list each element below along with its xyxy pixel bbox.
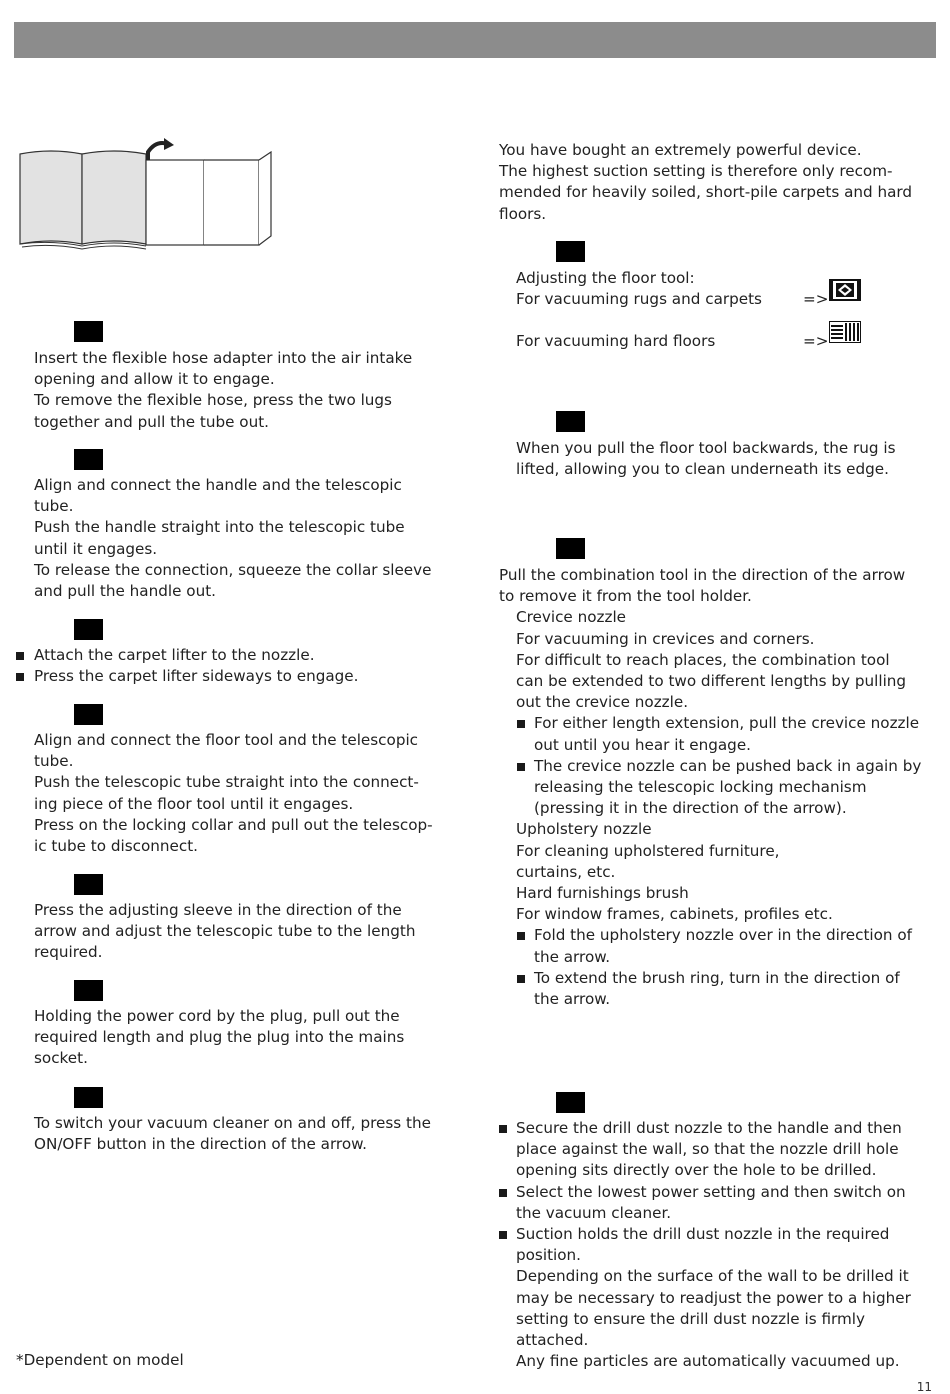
bullet-item: Press the carpet lifter sideways to engage. bbox=[34, 666, 454, 687]
text-line: may be necessary to readjust the power to a higher bbox=[516, 1288, 911, 1307]
bullet-item: Suction holds the drill dust nozzle in the required position. bbox=[499, 1224, 931, 1266]
text-line: lifted, allowing you to clean underneath its edge. bbox=[516, 460, 889, 479]
text-line: and pull the handle out. bbox=[34, 582, 216, 601]
bullet-square-icon bbox=[499, 1189, 507, 1197]
step-label-box bbox=[74, 619, 103, 640]
brush-heading: Hard furnishings brush bbox=[516, 884, 689, 903]
text-line: floors. bbox=[499, 204, 547, 223]
hard-floor-setting-icon bbox=[829, 321, 861, 343]
text-line: to remove it from the tool holder. bbox=[499, 587, 752, 606]
text-line: tube. bbox=[34, 497, 74, 516]
bullet-square-icon bbox=[499, 1231, 507, 1239]
text-line: When you pull the floor tool backwards, the rug is bbox=[516, 439, 896, 457]
step-label-box bbox=[556, 241, 585, 262]
section-telescopic bbox=[34, 900, 454, 964]
text-line: Push the telescopic tube straight into the connect- bbox=[34, 773, 419, 792]
text-line: For vacuuming in crevices and corners. bbox=[516, 629, 815, 648]
step-label-box bbox=[556, 1092, 585, 1113]
text-line: ON/OFF button in the direction of the arrow. bbox=[34, 1135, 367, 1154]
text-line: Align and connect the floor tool and the telescopic bbox=[34, 731, 419, 749]
bullet-square-icon bbox=[517, 763, 525, 771]
step-label-box bbox=[74, 704, 103, 725]
text-line: To remove the flexible hose, press the two lugs bbox=[34, 391, 392, 410]
text-line: socket. bbox=[34, 1049, 88, 1068]
text-line: Insert the flexible hose adapter into the air intake bbox=[34, 349, 413, 367]
text-line: setting to ensure the drill dust nozzle is firmly bbox=[516, 1309, 865, 1328]
foldout-page-illustration bbox=[16, 138, 278, 250]
footnote: *Dependent on model bbox=[16, 1351, 184, 1369]
floor-tool-heading: Adjusting the floor tool: bbox=[516, 269, 695, 287]
text-line: attached. bbox=[516, 1331, 589, 1350]
text-line: Depending on the surface of the wall to be drilled it bbox=[516, 1267, 909, 1286]
text-line: ing piece of the floor tool until it engages. bbox=[34, 794, 354, 813]
bullet-square-icon bbox=[16, 673, 24, 681]
text-line: To switch your vacuum cleaner on and off, press the bbox=[34, 1114, 431, 1132]
text-line: Push the handle straight into the telescopic tube bbox=[34, 518, 405, 537]
section-combination-tool bbox=[499, 565, 931, 1010]
text-line: Any fine particles are automatically vacuumed up. bbox=[516, 1352, 900, 1371]
section-floor-tool bbox=[34, 730, 454, 857]
step-label-box bbox=[556, 538, 585, 559]
carpet-setting-icon bbox=[829, 279, 861, 301]
arrow-text: => bbox=[803, 290, 829, 309]
hard-floor-setting-row bbox=[516, 331, 936, 352]
bullet-square-icon bbox=[499, 1125, 507, 1133]
text-line: To release the connection, squeeze the collar sleeve bbox=[34, 560, 432, 579]
bullet-square-icon bbox=[517, 975, 525, 983]
page-number: 11 bbox=[916, 1380, 932, 1394]
text-line: For window frames, cabinets, profiles etc. bbox=[516, 905, 833, 924]
text-line: Press the adjusting sleeve in the direction of the bbox=[34, 901, 402, 919]
section-on-off bbox=[34, 1113, 454, 1155]
hard-floor-setting-label: For vacuuming hard floors bbox=[516, 332, 716, 351]
carpet-setting-label: For vacuuming rugs and carpets bbox=[516, 290, 762, 309]
text-line: until it engages. bbox=[34, 539, 158, 558]
text-line: Press on the locking collar and pull out the telescop- bbox=[34, 815, 433, 834]
crevice-heading: Crevice nozzle bbox=[516, 608, 627, 627]
text-line: The highest suction setting is therefore only recom- bbox=[499, 162, 893, 181]
bullet-item: For either length extension, pull the crevice nozzle out until you hear it engage. bbox=[516, 713, 931, 755]
text-line: mended for heavily soiled, short-pile carpets and hard bbox=[499, 183, 913, 202]
text-line: out the crevice nozzle. bbox=[516, 693, 689, 712]
text-line: For difficult to reach places, the combination tool bbox=[516, 650, 890, 669]
text-line: Pull the combination tool in the direction of the arrow bbox=[499, 566, 906, 584]
text-line: required length and plug the plug into the mains bbox=[34, 1028, 405, 1047]
text-line: tube. bbox=[34, 752, 74, 771]
arrow-text: => bbox=[803, 332, 829, 351]
section-power-cord bbox=[34, 1006, 454, 1070]
header-bar bbox=[14, 22, 936, 58]
text-line: You have bought an extremely powerful device. bbox=[499, 141, 862, 159]
bullet-item: Attach the carpet lifter to the nozzle. bbox=[34, 645, 454, 666]
section-rug bbox=[516, 438, 936, 480]
text-line: curtains, etc. bbox=[516, 862, 616, 881]
section-handle bbox=[34, 475, 454, 602]
text-line: Align and connect the handle and the telescopic bbox=[34, 476, 402, 494]
bullet-square-icon bbox=[517, 720, 525, 728]
bullet-item: The crevice nozzle can be pushed back in again by releasing the telescopic locking mechanism (pressing it in the direction of the arrow). bbox=[516, 756, 931, 820]
step-label-box bbox=[74, 980, 103, 1001]
bullet-item: Secure the drill dust nozzle to the handle and then place against the wall, so that the nozzle drill hole opening sits directly over the hole to be drilled. bbox=[499, 1118, 931, 1182]
section-floor-setting bbox=[516, 268, 936, 352]
text-line: can be extended to two different lengths by pulling bbox=[516, 672, 907, 691]
step-label-box bbox=[556, 411, 585, 432]
bullet-item: Select the lowest power setting and then switch on the vacuum cleaner. bbox=[499, 1182, 931, 1224]
bullet-square-icon bbox=[517, 932, 525, 940]
text-line: required. bbox=[34, 943, 103, 962]
bullet-item: Fold the upholstery nozzle over in the direction of the arrow. bbox=[516, 925, 931, 967]
text-line: opening and allow it to engage. bbox=[34, 370, 275, 389]
section-drill-dust bbox=[499, 1118, 931, 1372]
step-label-box bbox=[74, 1087, 103, 1108]
text-line: together and pull the tube out. bbox=[34, 412, 270, 431]
text-line: arrow and adjust the telescopic tube to the length bbox=[34, 922, 416, 941]
section-carpet-lifter bbox=[34, 645, 454, 687]
step-label-box bbox=[74, 449, 103, 470]
section-intro bbox=[499, 140, 931, 225]
bullet-item: To extend the brush ring, turn in the direction of the arrow. bbox=[516, 968, 931, 1010]
upholstery-heading: Upholstery nozzle bbox=[516, 820, 652, 839]
bullet-square-icon bbox=[16, 652, 24, 660]
text-line: Holding the power cord by the plug, pull out the bbox=[34, 1007, 400, 1025]
carpet-setting-row bbox=[516, 289, 936, 310]
text-line: For cleaning upholstered furniture, bbox=[516, 841, 780, 860]
section-hose bbox=[34, 348, 454, 433]
step-label-box bbox=[74, 321, 103, 342]
step-label-box bbox=[74, 874, 103, 895]
text-line: ic tube to disconnect. bbox=[34, 837, 199, 856]
